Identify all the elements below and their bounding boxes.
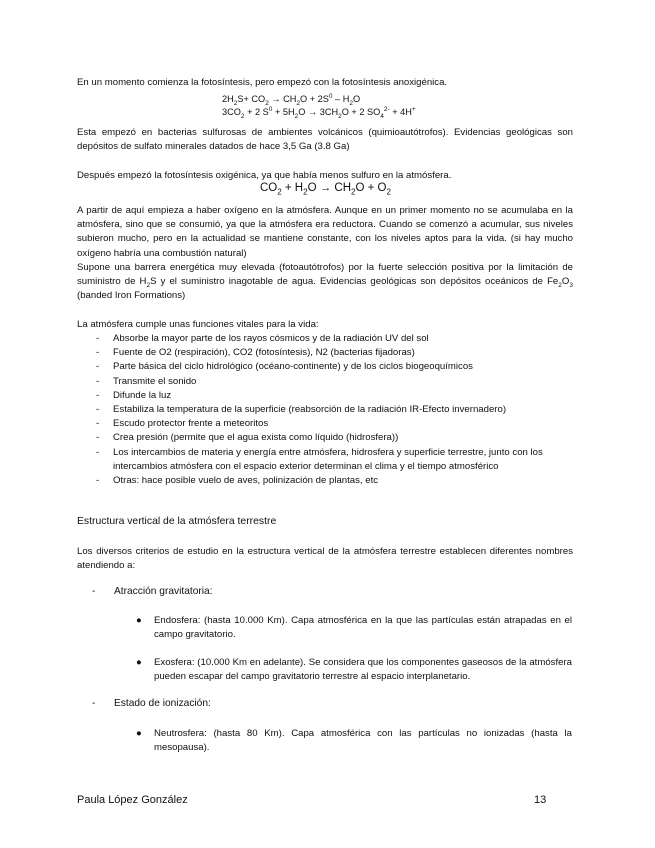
list-item: - Crea presión (permite que el agua exista como líquido (hidrosfera)) [77,431,573,445]
list-item: - Estabiliza la temperatura de la superficie (reabsorción de la radiación IR-Efecto invernadero) [77,403,573,417]
functions-intro: La atmósfera cumple unas funciones vitales para la vida: [77,319,319,330]
criterion-label: Atracción gravitatoria: [114,586,213,597]
list-item: - Los intercambios de materia y energía entre atmósfera, hidrosfera y superficie terrestre, junto con los intercambios atmósfera con el espacio exterior determinan el clima y el tiempo atmosférico [77,446,573,474]
equation-anoxygenic-2: $3CO_2 + 2$ $S^0 + 5H_2O \to 3CH_2O + 2$ $SO_4^{2-} + 4H^+$ [222,105,416,120]
equation-anoxygenic-1: $2H_2S+ CO_2 \to CH_2O + 2S^0 - H_2O$ [222,92,361,107]
list-item: - Transmite el sonido [77,375,573,389]
functions-list [77,332,573,488]
bullet-icon: ● [136,657,142,668]
section-intro: Los diversos criterios de estudio en la estructura vertical de la atmósfera terrestre establecen diferentes nombres atendiendo a: [77,546,573,572]
list-item: - Fuente de O2 (respiración), CO2 (fotosíntesis), N2 (bacterias fijadoras) [77,346,573,360]
paragraph-oxygenic: Después empezó la fotosíntesis oxigénica, ya que había menos sulfuro en la atmósfera. [77,170,452,181]
footer-author: Paula López González [77,794,188,806]
list-item: - Otras: hace posible vuelo de aves, polinización de plantas, etc [77,474,573,488]
list-item: - Difunde la luz [77,389,573,403]
paragraph-oxygen-accumulation: A partir de aquí empieza a haber oxígeno en la atmósfera. Aunque en un primer momento no se acumulaba en la atmósfera, sino que se consumió, ya que la atmósfera era reductora. Cuando se comenzó a acumular, sus niveles subieron mucho, pero en la actualidad se mantiene constante, con los niveles aptos para la vida. (si hay mucho oxígeno habría una combustión natural) [77,205,573,259]
page-number: 13 [534,794,547,806]
bullet-icon: ● [136,615,142,626]
intro-line: En un momento comienza la fotosíntesis, pero empezó con la fotosíntesis anoxigénica. [77,77,448,88]
criterion-label: Estado de ionización: [114,698,211,709]
paragraph-sulfur-bacteria: Esta empezó en bacterias sulfurosas de ambientes volcánicos (quimioautótrofos). Evidencias geológicas son depósitos de sulfato minerales datados de hace 3,5 Ga (3.8 Ga) [77,127,573,153]
list-item: - Parte básica del ciclo hidrológico (océano-continente) y de los ciclos biogeoquímicos [77,360,573,374]
bullet-icon: ● [136,728,142,739]
list-item: - Absorbe la mayor parte de los rayos cósmicos y de la radiación UV del sol [77,332,573,346]
paragraph-energy-barrier: Supone una barrera energética muy elevada (fotoautótrofos) por la fuerte selección positiva por la limitación de suministro de $H_2S$ y el suministro inagotable de agua. Evidencias geológicas son depósitos oceánicos de $Fe_2O_3$ (banded Iron Formations) [77,262,573,302]
document-page: En un momento comienza la fotosíntesis, pero empezó con la fotosíntesis anoxigénica. $2H_2S+ CO_2 \to CH_2O + 2S^0 - H_2O$ $3CO_2 + 2$ $S^0 + 5H_2O \to 3CH_2O + 2$ $SO_4^{2-} + 4H^+$ Esta empezó en bacterias sulfurosas de ambientes volcánicos (quimioautótrofos). Evidencias geológicas son depósitos de sulfato minerales datados de hace 3,5 Ga (3.8 Ga) Después empezó la fotosíntesis oxigénica, ya que había menos sulfuro en la atmósfera. $CO_2 + H_2O \to CH_2O + O_2$ A partir de aquí empieza a haber oxígeno en la atmósfera. Aunque en un primer momento no se acumulaba en la atmósfera, sino que se consumió, ya que la atmósfera era reductora. Cuando se comenzó a acumular, sus niveles subieron mucho, pero en la actualidad se mantiene constante, con los niveles aptos para la vida. (si hay mucho oxígeno habría una combustión natural) Supone una barrera energética muy elevada (fotoautótrofos) por la fuerte selección positiva por la limitación de suministro de $H_2S$ y el suministro inagotable de agua. Evidencias geológicas son depósitos oceánicos de $Fe_2O_3$ (banded Iron Formations) La atmósfera cumple unas funciones vitales para la vida: - Absorbe la mayor parte de los rayos cósmicos y de la radiación UV del sol - Fuente de O2 (respiración), CO2 (fotosíntesis), N2 (bacterias fijadoras) - Parte básica del ciclo hidrológico (océano-continente) y de los ciclos biogeoquímicos - Transmite el sonido - Difunde la luz - Estabiliza la temperatura de la superficie (reabsorción de la radiación IR-Efecto invernadero) - Escudo protector frente a meteoritos - Crea presión (permite que el agua exista como líquido (hidrosfera)) - Los intercambios de materia y energía entre atmósfera, hidrosfera y superficie terrestre, junto con los intercambios atmósfera con el espacio exterior determinan el clima y el tiempo atmosférico - Otras: hace posible vuelo de aves, polinización de plantas, etc Estructura vertical de la atmósfera terrestre Los diversos criterios de estudio en la estructura vertical de la atmósfera terrestre establecen diferentes nombres atendiendo a: - Atracción gravitatoria: ● Endosfera: (hasta 10.000 Km). Capa atmosférica en la que las partículas están atrapadas en el campo gravitatorio. ● Exosfera: (10.000 Km en adelante). Se considera que los componentes gaseosos de la atmósfera pueden escapar del campo gravitatorio terrestre al espacio interplanetario. - Estado de ionización: ● Neutrosfera: (hasta 80 Km). Capa atmosférica con las partículas no ionizadas (hasta la mesopausa). Paula López González 13 [0,0,655,848]
list-item: - Escudo protector frente a meteoritos [77,417,573,431]
section-title: Estructura vertical de la atmósfera terrestre [77,516,277,527]
equation-oxygenic: $CO_2 + H_2O \to CH_2O + O_2$ [260,182,391,197]
